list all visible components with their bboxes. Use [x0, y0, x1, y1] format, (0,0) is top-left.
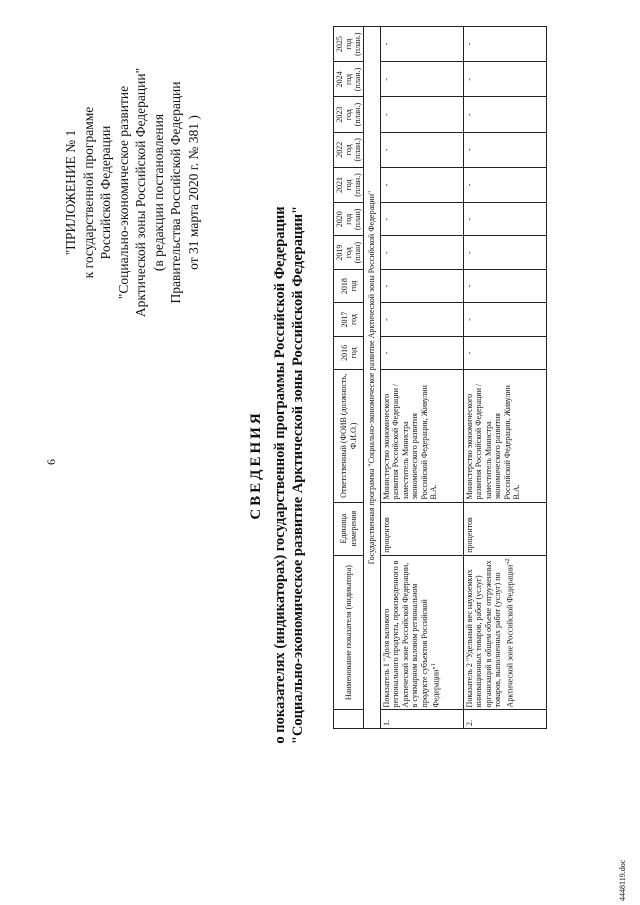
year-value: -: [463, 62, 546, 97]
responsible-foiv: Министерство экономического развития Российской Федерации / заместитель Министра экономического развития Российской Федерации, Живулин В.А.: [463, 370, 546, 502]
year-value: -: [380, 203, 463, 236]
row-number: 2.: [463, 710, 546, 729]
program-row: [364, 27, 381, 729]
appendix-line: Арктической зоны Российской Федерации": [133, 67, 148, 318]
indicator-name: Показатель 1 "Доля валового регионального продукта, произведенного в Арктической зоне Российской Федерации, в суммарном валовом региональном продукте субъектов Российской Федерации"$^1$: [380, 555, 463, 710]
appendix-line: Российской Федерации: [98, 125, 113, 260]
table-header-row: [334, 27, 364, 729]
appendix-line: "ПРИЛОЖЕНИЕ № 1: [63, 129, 78, 256]
program-title: Государственная программа "Социально-экономическое развитие Арктической зоны Российской Федерации": [364, 27, 381, 729]
year-value: -: [463, 97, 546, 132]
header-year: 2023 год (план.): [334, 97, 364, 132]
year-value: -: [380, 336, 463, 369]
header-year: 2018 год: [334, 269, 364, 302]
document-subtitle-line-2: "Социально-экономическое развитие Арктической зоны Российской Федерации": [290, 205, 306, 745]
year-value: -: [463, 27, 546, 62]
unit: процентов: [380, 502, 463, 555]
header-year: 2019 год (план): [334, 236, 364, 269]
footnote-mark: 2: [503, 558, 511, 562]
header-unit: Единица измерения: [334, 502, 364, 555]
year-value: -: [380, 27, 463, 62]
table-row: [463, 27, 546, 729]
year-value: -: [463, 269, 546, 302]
document-title: СВЕДЕНИЯ: [248, 410, 264, 520]
row-number: 1.: [380, 710, 463, 729]
header-year: 2016 год: [334, 336, 364, 369]
year-value: -: [380, 97, 463, 132]
header-year: 2021 год (план.): [334, 167, 364, 202]
year-value: -: [380, 236, 463, 269]
year-value: -: [380, 62, 463, 97]
indicators-table: [333, 26, 547, 729]
year-value: -: [380, 167, 463, 202]
year-value: -: [463, 203, 546, 236]
year-value: -: [463, 303, 546, 336]
appendix-block: [62, 20, 202, 365]
year-value: -: [463, 167, 546, 202]
appendix-line: от 31 марта 2020 г. № 381 ): [185, 115, 201, 270]
year-value: -: [463, 236, 546, 269]
year-value: -: [380, 269, 463, 302]
responsible-foiv: Министерство экономического развития Российской Федерации / заместитель Министра экономического развития Российской Федерации, Живулин В.А.: [380, 370, 463, 502]
header-year: 2020 год (план): [334, 203, 364, 236]
appendix-line: "Социально-экономическое развитие: [115, 85, 131, 300]
year-value: -: [463, 336, 546, 369]
header-foiv: Ответственный (ФОИВ (должность, Ф.И.О.): [334, 370, 364, 502]
document-subtitle-line-1: о показателях (индикаторах) государственной программы Российской Федерации: [272, 206, 288, 744]
unit: процентов: [463, 502, 546, 555]
header-name: Наименование показателя (индикатора): [334, 555, 364, 710]
indicator-name: Показатель 2 "Удельный вес наукоемких инновационных товаров, работ (услуг) организаций в общем объеме отгруженных товаров, выполненных работ (услуг) по Арктической зоне Российской Федерации"$^2$: [463, 555, 546, 710]
footnote-mark: 1: [430, 663, 437, 667]
appendix-line: Правительства Российской Федерации: [168, 81, 183, 304]
header-year: 2022 год (план.): [334, 132, 364, 167]
table-row: [380, 27, 463, 729]
file-name-footer: 4448119.doc: [618, 859, 627, 901]
appendix-line: к государственной программе: [80, 106, 96, 279]
header-year: 2024 год (план.): [334, 62, 364, 97]
header-year: 2025 год (план.): [334, 27, 364, 62]
year-value: -: [380, 303, 463, 336]
appendix-line: (в редакции постановления: [150, 113, 166, 272]
page-number: 6: [44, 459, 58, 465]
year-value: -: [380, 132, 463, 167]
year-value: -: [463, 132, 546, 167]
header-year: 2017 год: [334, 303, 364, 336]
header-num: [334, 710, 364, 729]
